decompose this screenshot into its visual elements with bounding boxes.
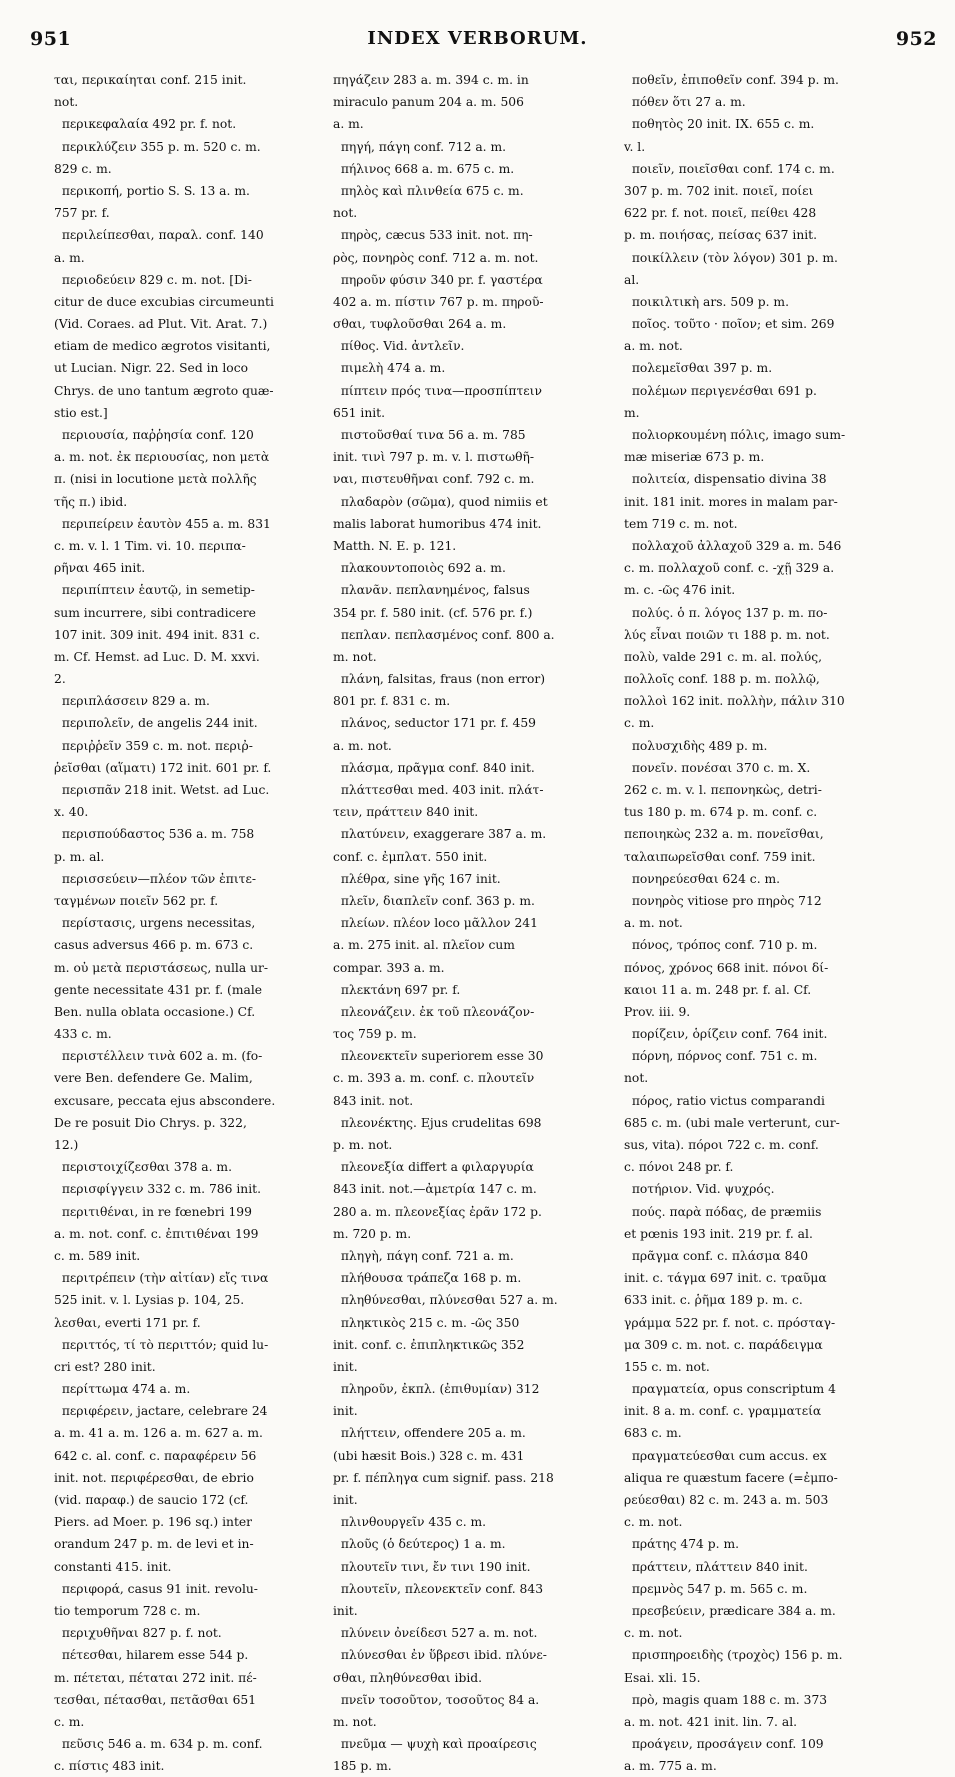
index-line: c. m. 393 a. m. conf. c. πλουτεῖν — [333, 1071, 535, 1086]
index-line: 280 a. m. πλεονεξίας ἐρᾶν 172 p. — [333, 1204, 542, 1219]
index-line: Chrys. de uno tantum ægroto quæ- — [54, 383, 274, 398]
index-line: περικοπή, portio S. S. 13 a. m. — [54, 183, 250, 198]
index-line: a. m. not. 421 init. lin. 7. al. — [624, 1714, 798, 1729]
running-title: INDEX VERBORUM. — [367, 28, 588, 49]
index-line: περισπούδαστος 536 a. m. 758 — [54, 827, 255, 842]
index-line: περιφορά, casus 91 init. revolu- — [54, 1581, 258, 1596]
index-line: περιουσία, παῤῥησία conf. 120 — [54, 428, 254, 442]
index-line: ρεύεσθαι) 82 c. m. 243 a. m. 503 — [624, 1493, 829, 1507]
index-line: περιτιθέναι, in re fœnebri 199 — [54, 1204, 252, 1219]
index-line: πίθος. Vid. ἀντλεῖν. — [333, 339, 465, 354]
index-line: miraculo panum 204 a. m. 506 — [333, 95, 524, 110]
index-line: πονεῖν. πονέσαι 370 c. m. X. — [624, 760, 811, 775]
index-line: πονηρὸς vitiose pro πηρὸς 712 — [624, 893, 822, 908]
index-line: conf. c. ἐμπλατ. 550 init. — [333, 849, 488, 864]
index-line: περιοδεύειν 829 c. m. not. [Di- — [54, 272, 252, 287]
index-column-1 — [54, 69, 330, 1774]
index-line: πολλοῖς conf. 188 p. m. πολλῷ, — [624, 672, 820, 687]
index-line: init. — [333, 1603, 358, 1618]
index-line: v. l. — [624, 139, 646, 154]
index-line: m. c. -ῶς 476 init. — [624, 583, 736, 598]
index-line: 155 c. m. not. — [624, 1359, 710, 1374]
index-line: malis laborat humoribus 474 init. — [333, 516, 542, 531]
index-line: πραγματεύεσθαι cum accus. ex — [624, 1448, 827, 1463]
index-line: πόνος, τρόπος conf. 710 p. m. — [624, 938, 818, 953]
index-line: ται, περικαίηται conf. 215 init. — [54, 73, 247, 87]
index-line: πράττειν, πλάττειν 840 init. — [624, 1559, 808, 1574]
index-line: πεποιηκὼς 232 a. m. πονεῖσθαι, — [624, 827, 824, 842]
index-line: περιφέρειν, jactare, celebrare 24 — [54, 1404, 268, 1419]
index-line: 354 pr. f. 580 init. (cf. 576 pr. f.) — [333, 605, 533, 620]
index-line: πλεῖν, διαπλεῖν conf. 363 p. m. — [333, 893, 535, 908]
index-line: a. m. — [54, 250, 85, 265]
index-line: τος 759 p. m. — [333, 1027, 417, 1042]
index-line: aliqua re quæstum facere (=ἐμπο- — [624, 1470, 838, 1485]
index-line: (ubi hæsit Bois.) 328 c. m. 431 — [333, 1448, 525, 1463]
index-line: πηροῦν φύσιν 340 pr. f. γαστέρα — [333, 272, 543, 287]
index-line: πονηρεύεσθαι 624 c. m. — [624, 871, 781, 886]
index-line: 843 init. not.—ἀμετρία 147 c. m. — [333, 1182, 537, 1197]
index-line: πεπλαν. πεπλασμένος conf. 800 a. — [333, 627, 555, 642]
index-line: Esai. xli. 15. — [624, 1670, 701, 1685]
index-line: et pœnis 193 init. 219 pr. f. al. — [624, 1226, 813, 1241]
index-line: πολὺ, valde 291 c. m. al. πολύς, — [624, 649, 823, 664]
index-line: πλεονέκτης. Ejus crudelitas 698 — [333, 1115, 542, 1130]
index-line: 829 c. m. — [54, 161, 112, 176]
index-line: περιπείρειν ἑαυτὸν 455 a. m. 831 — [54, 516, 271, 531]
index-line: pr. f. πέπληγα cum signif. pass. 218 — [333, 1470, 554, 1485]
index-line: init. not. περιφέρεσθαι, de ebrio — [54, 1470, 254, 1485]
index-line: init. — [333, 1404, 358, 1419]
index-line: a. m. 275 init. al. πλεῖον cum — [333, 938, 515, 953]
index-line: π. (nisi in locutione μετὰ πολλῆς — [54, 472, 257, 487]
index-line: (Vid. Coraes. ad Plut. Vit. Arat. 7.) — [54, 317, 268, 332]
index-line: mæ miseriæ 673 p. m. — [624, 450, 765, 465]
index-line: περισσεύειν—πλέον τῶν ἐπιτε- — [54, 871, 256, 886]
index-line: περιττός, τί τὸ περιττόν; quid lu- — [54, 1337, 269, 1352]
index-line: περιπίπτειν ἑαυτῷ, in semetip- — [54, 583, 255, 598]
index-line: 622 pr. f. not. ποιεῖ, πείθει 428 — [624, 206, 817, 221]
index-line: a. m. not. — [624, 339, 683, 354]
index-line: a. m. not. — [624, 916, 683, 931]
index-line: ῥεῖσθαι (αἵματι) 172 init. 601 pr. f. — [54, 760, 272, 775]
index-line: not. — [624, 1071, 649, 1086]
index-line: περικλύζειν 355 p. m. 520 c. m. — [54, 139, 261, 154]
index-line: 757 pr. f. — [54, 206, 110, 221]
index-line: περισφίγγειν 332 c. m. 786 init. — [54, 1182, 261, 1197]
index-line: πολιορκουμένη πόλις, imago sum- — [624, 428, 846, 442]
index-line: p. m. al. — [54, 849, 105, 864]
index-line: πλεονεκτεῖν superiorem esse 30 — [333, 1049, 544, 1064]
index-line: 262 c. m. v. l. πεπονηκὼς, detri- — [624, 783, 822, 797]
index-line: πόθεν ὅτι 27 a. m. — [624, 95, 746, 110]
index-line: Ben. nulla oblata occasione.) Cf. — [54, 1004, 256, 1019]
index-line: init. 181 init. mores in malam par- — [624, 494, 838, 509]
index-line: πλάττεσθαι med. 403 init. πλάτ- — [333, 783, 544, 797]
index-line: sum incurrere, sibi contradicere — [54, 605, 256, 620]
index-line: πήλινος 668 a. m. 675 c. m. — [333, 161, 515, 176]
index-line: πολιτεία, dispensatio divina 38 — [624, 472, 827, 487]
index-line: init. 8 a. m. conf. c. γραμματεία — [624, 1404, 822, 1419]
index-line: c. m. not. — [624, 1515, 683, 1530]
index-line: a. m. not. conf. c. ἐπιτιθέναι 199 — [54, 1226, 259, 1241]
index-line: c. m. — [54, 1714, 85, 1729]
index-line: cri est? 280 init. — [54, 1359, 156, 1374]
index-line: not. — [54, 95, 79, 110]
index-line: πεῦσις 546 a. m. 634 p. m. conf. — [54, 1737, 263, 1752]
index-line: πίπτειν πρός τινα—προσπίπτειν — [333, 383, 542, 398]
index-line: πληροῦν, ἐκπλ. (ἐπιθυμίαν) 312 — [333, 1382, 540, 1397]
index-line: c. m. not. — [624, 1626, 683, 1641]
index-line: ποθητὸς 20 init. IX. 655 c. m. — [624, 117, 815, 132]
index-line: 307 p. m. 702 init. ποιεῖ, ποίει — [624, 183, 814, 198]
index-line: πράτης 474 p. m. — [624, 1537, 740, 1552]
index-line: ποικιλτικὴ ars. 509 p. m. — [624, 294, 789, 309]
index-line: 843 init. not. — [333, 1093, 414, 1108]
index-line: πλινθουργεῖν 435 c. m. — [333, 1515, 487, 1530]
index-line: 685 c. m. (ubi male verterunt, cur- — [624, 1115, 840, 1130]
index-line: casus adversus 466 p. m. 673 c. — [54, 938, 254, 953]
page-number-right: 952 — [895, 28, 937, 50]
index-line: ταγμένων ποιεῖν 562 pr. f. — [54, 893, 219, 908]
index-line: ρῆναι 465 init. — [54, 561, 146, 576]
index-line: p. m. ποιήσας, πείσας 637 init. — [624, 228, 818, 243]
index-line: (vid. παραφ.) de saucio 172 (cf. — [54, 1493, 249, 1507]
index-line: ρὸς, πονηρὸς conf. 712 a. m. not. — [333, 250, 539, 265]
index-line: a. m. not. ἐκ περιουσίας, non μετὰ — [54, 450, 270, 465]
index-line: tus 180 p. m. 674 p. m. conf. c. — [624, 805, 818, 820]
index-line: πηρὸς, cæcus 533 init. not. πη- — [333, 228, 533, 243]
index-line: πλήττειν, offendere 205 a. m. — [333, 1426, 526, 1441]
index-line: πορίζειν, ὁρίζειν conf. 764 init. — [624, 1027, 828, 1042]
index-line: πόνος, χρόνος 668 init. πόνοι δί- — [624, 960, 829, 975]
index-line: a. m. not. — [333, 738, 392, 753]
index-line: σθαι, πληθύνεσθαι ibid. — [333, 1670, 483, 1685]
index-line: πληκτικὸς 215 c. m. -ῶς 350 — [333, 1315, 520, 1330]
index-line: πολέμων περιγενέσθαι 691 p. — [624, 383, 817, 398]
index-line: 402 a. m. πίστιν 767 p. m. πηροῦ- — [333, 294, 544, 309]
index-line: περιχυθῆναι 827 p. f. not. — [54, 1626, 222, 1641]
index-line: m. 720 p. m. — [333, 1226, 412, 1241]
index-line: πιμελὴ 474 a. m. — [333, 361, 446, 376]
index-line: πλήθουσα τράπεζα 168 p. m. — [333, 1271, 522, 1286]
index-line: m. Cf. Hemst. ad Luc. D. M. xxvi. — [54, 649, 260, 664]
index-line: vere Ben. defendere Ge. Malim, — [54, 1071, 253, 1086]
index-line: x. 40. — [54, 805, 89, 820]
index-line: ποθεῖν, ἐπιποθεῖν conf. 394 p. m. — [624, 73, 839, 87]
index-line: init. — [333, 1359, 358, 1374]
index-line: πνεῦμα — ψυχὴ καὶ προαίρεσις — [333, 1737, 537, 1752]
index-line: πνεῖν τοσοῦτον, τοσοῦτος 84 a. — [333, 1692, 540, 1707]
index-line: πέτεσθαι, hilarem esse 544 p. — [54, 1648, 249, 1663]
index-line: m. not. — [333, 649, 377, 664]
index-line: πλείων. πλέον loco μᾶλλον 241 — [333, 916, 538, 931]
index-column-3 — [624, 69, 922, 1774]
index-line: πλουτεῖν, πλεονεκτεῖν conf. 843 — [333, 1581, 544, 1596]
index-line: c. πόνοι 248 pr. f. — [624, 1160, 734, 1175]
index-line: etiam de medico ægrotos visitanti, — [54, 339, 271, 354]
index-line: 12.) — [54, 1138, 79, 1152]
index-line: πληθύνεσθαι, πλύνεσθαι 527 a. m. — [333, 1293, 558, 1308]
index-line: ποτήριον. Vid. ψυχρός. — [624, 1182, 775, 1197]
index-line: m. — [624, 405, 640, 420]
index-line: περίττωμα 474 a. m. — [54, 1382, 191, 1397]
index-line: m. not. — [333, 1714, 377, 1729]
index-line: 642 c. al. conf. c. παραφέρειν 56 — [54, 1448, 257, 1463]
index-line: πρὸ, magis quam 188 c. m. 373 — [624, 1692, 828, 1707]
index-line: τειν, πράττειν 840 init. — [333, 805, 479, 820]
index-line: 801 pr. f. 831 c. m. — [333, 694, 451, 709]
index-line: περιστέλλειν τινὰ 602 a. m. (fo- — [54, 1049, 263, 1064]
index-line: ποιεῖν, ποιεῖσθαι conf. 174 c. m. — [624, 161, 835, 176]
index-line: πολεμεῖσθαι 397 p. m. — [624, 361, 773, 376]
index-line: πλεονεξία differt a φιλαργυρία — [333, 1160, 534, 1175]
index-line: πολυσχιδὴς 489 p. m. — [624, 738, 768, 753]
index-line: περιπολεῖν, de angelis 244 init. — [54, 716, 258, 731]
index-line: προάγειν, προσάγειν conf. 109 — [624, 1737, 824, 1752]
index-line: 433 c. m. — [54, 1027, 112, 1042]
index-line: a. m. 775 a. m. — [624, 1759, 717, 1774]
index-line: πληγὴ, πάγη conf. 721 a. m. — [333, 1248, 514, 1263]
index-line: πλάνη, falsitas, fraus (non error) — [333, 672, 546, 687]
index-line: περιλείπεσθαι, παραλ. conf. 140 — [54, 228, 264, 243]
index-line: 185 p. m. — [333, 1759, 392, 1774]
index-line: 683 c. m. — [624, 1426, 682, 1441]
index-line: περιτρέπειν (τὴν αἰτίαν) εἴς τινα — [54, 1271, 269, 1286]
index-line: πλανᾶν. πεπλανημένος, falsus — [333, 583, 530, 598]
index-line: 525 init. v. l. Lysias p. 104, 25. — [54, 1293, 245, 1308]
index-line: Piers. ad Moer. p. 196 sq.) inter — [54, 1515, 253, 1530]
index-line: πολλαχοῦ ἀλλαχοῦ 329 a. m. 546 — [624, 538, 842, 553]
index-line: tem 719 c. m. not. — [624, 516, 738, 531]
index-line: stio est.] — [54, 405, 108, 420]
index-line: init. c. τάγμα 697 init. c. τραῦμα — [624, 1271, 827, 1286]
index-line: περίστασις, urgens necessitas, — [54, 916, 256, 931]
index-line: λύς εἶναι ποιῶν τι 188 p. m. not. — [624, 627, 830, 642]
index-line: constanti 415. init. — [54, 1559, 172, 1574]
index-line: πλύνεσθαι ἐν ὕβρεσι ibid. πλύνε- — [333, 1648, 547, 1663]
index-line: πλάνος, seductor 171 pr. f. 459 — [333, 716, 536, 731]
index-line: πηλὸς καὶ πλινθεία 675 c. m. — [333, 183, 524, 198]
index-line: περιστοιχίζεσθαι 378 a. m. — [54, 1160, 232, 1175]
index-line: 633 init. c. ῥῆμα 189 p. m. c. — [624, 1293, 803, 1308]
index-line: init. — [333, 1493, 358, 1507]
page-header — [0, 28, 955, 58]
index-line: πλοῦς (ὁ δεύτερος) 1 a. m. — [333, 1537, 506, 1552]
index-line: καιοι 11 a. m. 248 pr. f. al. Cf. — [624, 982, 812, 997]
index-line: πλουτεῖν τινι, ἔν τινι 190 init. — [333, 1559, 531, 1574]
index-line: a. m. 41 a. m. 126 a. m. 627 a. m. — [54, 1426, 263, 1441]
index-line: ut Lucian. Nigr. 22. Sed in loco — [54, 361, 248, 376]
index-line: 651 init. — [333, 405, 386, 420]
index-line: init. conf. c. ἐπιπληκτικῶς 352 — [333, 1337, 525, 1352]
index-line: πλεκτάνη 697 pr. f. — [333, 982, 461, 997]
index-line: πούς. παρὰ πόδας, de præmiis — [624, 1204, 822, 1219]
index-line: πόρνη, πόρνος conf. 751 c. m. — [624, 1049, 818, 1064]
index-line: πρισπηροειδὴς (τροχὸς) 156 p. m. — [624, 1648, 843, 1663]
index-line: πλαδαρὸν (σῶμα), quod nimiis et — [333, 494, 548, 509]
index-line: m. πέτεται, πέταται 272 init. πέ- — [54, 1670, 257, 1685]
index-line: περιῤῥεῖν 359 c. m. not. περιῤ- — [54, 738, 253, 753]
index-line: gente necessitate 431 pr. f. (male — [54, 982, 263, 997]
index-line: τῆς π.) ibid. — [54, 494, 128, 509]
index-column-2 — [333, 69, 621, 1774]
index-line: p. m. not. — [333, 1138, 393, 1152]
index-line: μα 309 c. m. not. c. παράδειγμα — [624, 1337, 823, 1352]
index-line: πλέθρα, sine γῆς 167 init. — [333, 871, 501, 886]
index-line: init. τινὶ 797 p. m. v. l. πιστωθῆ- — [333, 450, 535, 465]
index-line: πλατύνειν, exaggerare 387 a. m. — [333, 827, 547, 842]
index-line: sus, vita). πόροι 722 c. m. conf. — [624, 1138, 819, 1152]
index-line: πρεσβεύειν, prædicare 384 a. m. — [624, 1603, 836, 1618]
index-line: tio temporum 728 c. m. — [54, 1603, 201, 1618]
index-line: πρεμνὸς 547 p. m. 565 c. m. — [624, 1581, 808, 1596]
index-line: 107 init. 309 init. 494 init. 831 c. — [54, 627, 260, 642]
index-line: σθαι, τυφλοῦσθαι 264 a. m. — [333, 317, 507, 332]
index-line: περικεφαλαία 492 pr. f. not. — [54, 117, 237, 132]
index-line: πηγάζειν 283 a. m. 394 c. m. in — [333, 73, 529, 87]
index-line: m. οὐ μετὰ περιστάσεως, nulla ur- — [54, 960, 269, 975]
index-line: πλεονάζειν. ἐκ τοῦ πλεονάζον- — [333, 1004, 535, 1019]
index-line: a. m. — [333, 117, 364, 132]
index-line: compar. 393 a. m. — [333, 960, 445, 975]
index-line: ναι, πιστευθῆναι conf. 792 c. m. — [333, 472, 535, 487]
index-line: Matth. N. E. p. 121. — [333, 538, 457, 553]
index-line: c. m. 589 init. — [54, 1248, 141, 1263]
page-number-left: 951 — [30, 28, 72, 50]
index-line: ποῖος. τοῦτο · ποῖον; et sim. 269 — [624, 317, 835, 332]
index-line: πολλοὶ 162 init. πολλὴν, πάλιν 310 — [624, 694, 845, 709]
index-line: πλακουντοποιὸς 692 a. m. — [333, 561, 506, 576]
index-line: excusare, peccata ejus abscondere. — [54, 1093, 276, 1108]
index-line: λεσθαι, everti 171 pr. f. — [54, 1315, 201, 1330]
index-line: not. — [333, 206, 358, 221]
index-line: πλύνειν ὀνείδεσι 527 a. m. not. — [333, 1626, 538, 1641]
index-line: πραγματεία, opus conscriptum 4 — [624, 1382, 836, 1397]
index-line: πόρος, ratio victus comparandi — [624, 1093, 825, 1108]
index-line: citur de duce excubias circumeunti — [54, 294, 274, 309]
index-line: c. πίστις 483 init. — [54, 1759, 165, 1774]
index-line: πρᾶγμα conf. c. πλάσμα 840 — [624, 1248, 809, 1263]
index-line: c. m. πολλαχοῦ conf. c. -χῇ 329 a. — [624, 561, 835, 576]
index-line: al. — [624, 272, 640, 287]
index-line: Prov. iii. 9. — [624, 1004, 691, 1019]
index-line: orandum 247 p. m. de levi et in- — [54, 1537, 254, 1552]
index-line: περισπᾶν 218 init. Wetst. ad Luc. — [54, 783, 270, 797]
index-line: πιστοῦσθαί τινα 56 a. m. 785 — [333, 428, 526, 442]
index-line: τεσθαι, πέτασθαι, πετᾶσθαι 651 — [54, 1692, 257, 1707]
index-line: c. m. — [624, 716, 655, 731]
index-line: πολύς. ὁ π. λόγος 137 p. m. πο- — [624, 605, 828, 620]
index-line: γράμμα 522 pr. f. not. c. πρόσταγ- — [624, 1315, 836, 1330]
index-line: De re posuit Dio Chrys. p. 322, — [54, 1115, 247, 1130]
index-line: περιπλάσσειν 829 a. m. — [54, 694, 210, 709]
index-line: c. m. v. l. 1 Tim. vi. 10. περιπα- — [54, 538, 246, 553]
index-line: 2. — [54, 672, 66, 687]
index-line: πηγή, πάγη conf. 712 a. m. — [333, 139, 507, 154]
index-line: ταλαιπωρεῖσθαι conf. 759 init. — [624, 849, 816, 864]
index-line: ποικίλλειν (τὸν λόγον) 301 p. m. — [624, 250, 838, 265]
index-line: πλάσμα, πρᾶγμα conf. 840 init. — [333, 760, 535, 775]
